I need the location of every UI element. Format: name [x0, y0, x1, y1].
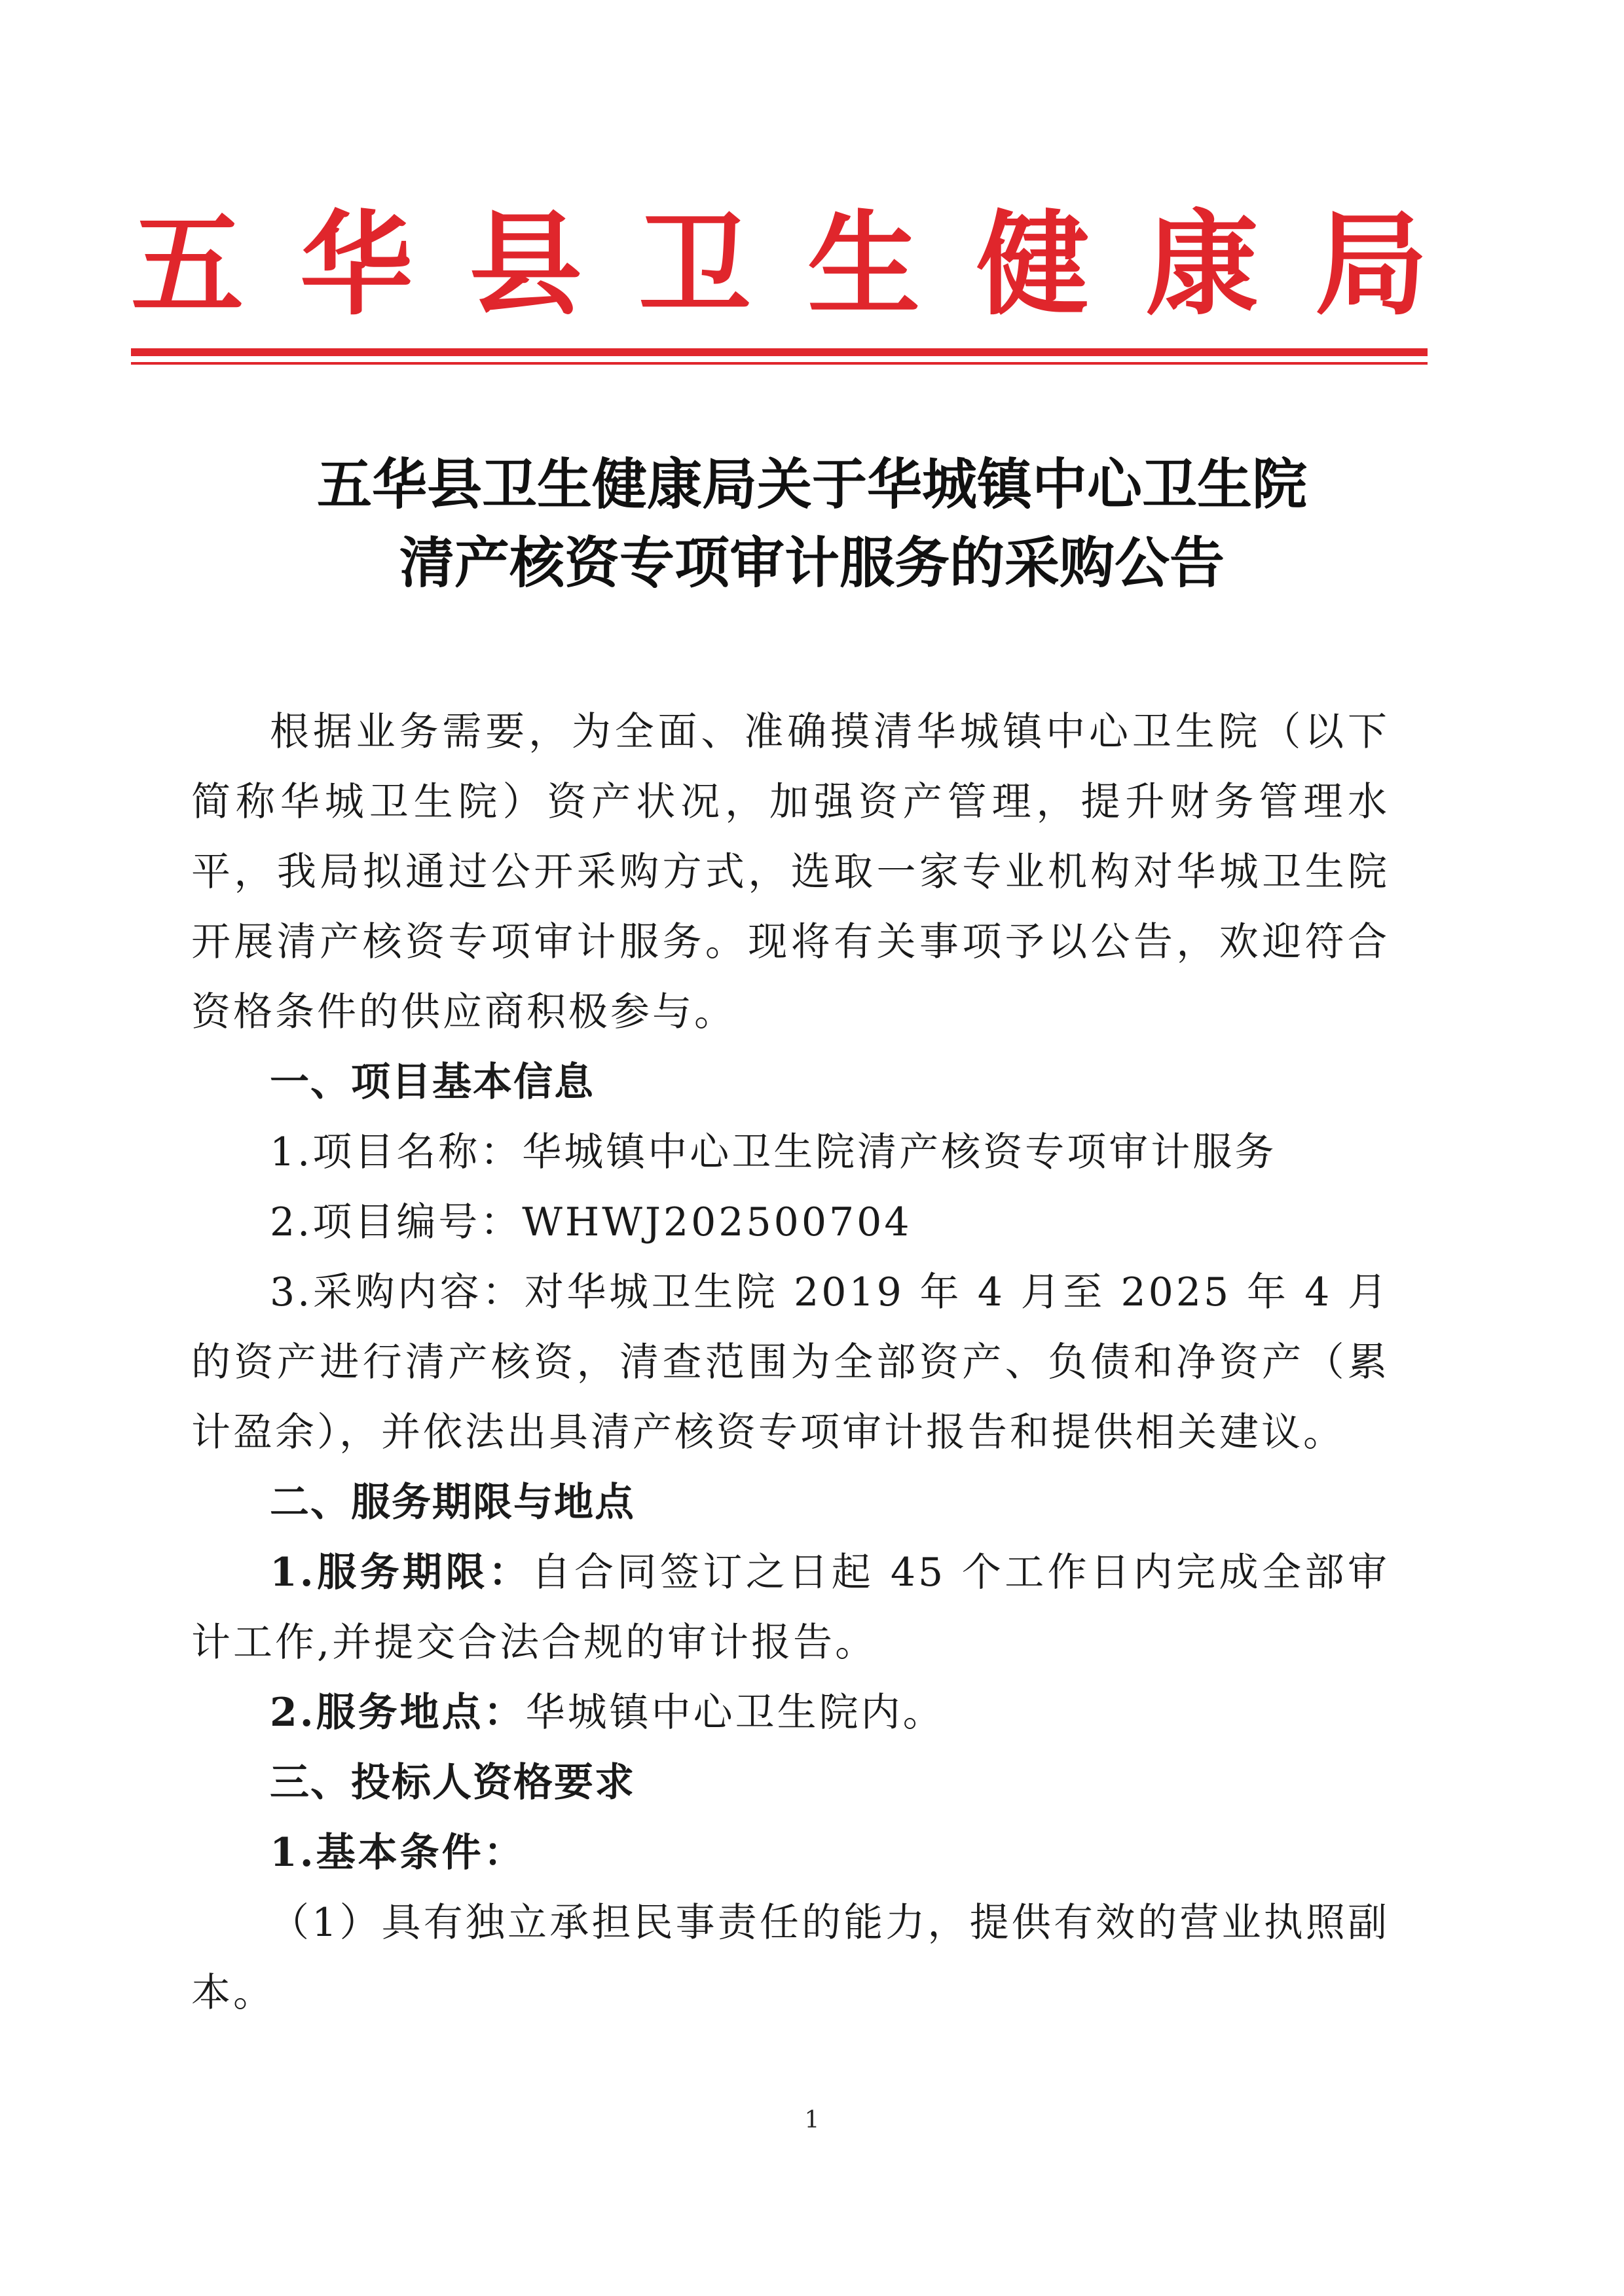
service-location: [191, 1678, 1390, 1748]
masthead-char: 五: [131, 199, 244, 331]
intro-paragraph: 根据业务需要，为全面、准确摸清华城镇中心卫生院（以下简称华城卫生院）资产状况，加强资产管理，提升财务管理水平，我局拟通过公开采购方式，选取一家专业机构对华城卫生院开展清产核资专项审计服务。现将有关事项予以公告，欢迎符合资格条件的供应商积极参与。: [191, 709, 1390, 1035]
basic-conditions-label: 1.基本条件：: [270, 1830, 526, 1876]
masthead-rule-thick: [131, 348, 1428, 356]
title-line-1: 五华县卫生健康局关于华城镇中心卫生院: [316, 452, 1307, 517]
section2-heading: 二、服务期限与地点: [270, 1480, 635, 1525]
condition-1: （1）具有独立承担民事责任的能力，提供有效的营业执照副本。: [191, 1900, 1390, 2016]
document-title: [131, 445, 1493, 602]
procurement-content: 3.采购内容：对华城卫生院 2019 年 4 月至 2025 年 4 月的资产进行清产核资，清查范围为全部资产、负债和净资产（累计盈余），并依法出具清产核资专项审计报告和提供相关建议。: [191, 1269, 1390, 1455]
service-period-text: 自合同签订之日起 45 个工作日内完成全部审计工作,并提交合法合规的审计报告。: [191, 1550, 1390, 1666]
service-period-label: 1.服务期限：: [270, 1550, 532, 1595]
masthead-char: 局: [1314, 199, 1428, 331]
page-number: 1: [804, 2107, 820, 2134]
agency-masthead: [131, 196, 1428, 334]
masthead-char: 华: [300, 199, 413, 331]
masthead-char: 县: [469, 199, 582, 331]
masthead-char: 健: [976, 199, 1090, 331]
section1-heading: 一、项目基本信息: [270, 1059, 595, 1105]
service-location-text: 华城镇中心卫生院内。: [525, 1690, 945, 1736]
title-line-2: 清产核资专项审计服务的采购公告: [399, 530, 1225, 595]
section3-heading: 三、投标人资格要求: [270, 1760, 635, 1806]
document-body: [191, 697, 1390, 2028]
project-name: 1.项目名称：华城镇中心卫生院清产核资专项审计服务: [270, 1129, 1277, 1175]
service-location-label: 2.服务地点：: [270, 1690, 526, 1736]
project-number: 2.项目编号：WHWJ202500704: [270, 1199, 912, 1245]
service-period: [191, 1538, 1390, 1678]
masthead-rule-thin: [131, 362, 1428, 365]
masthead-char: 康: [1145, 199, 1259, 331]
masthead-char: 卫: [638, 199, 751, 331]
masthead-char: 生: [807, 199, 921, 331]
